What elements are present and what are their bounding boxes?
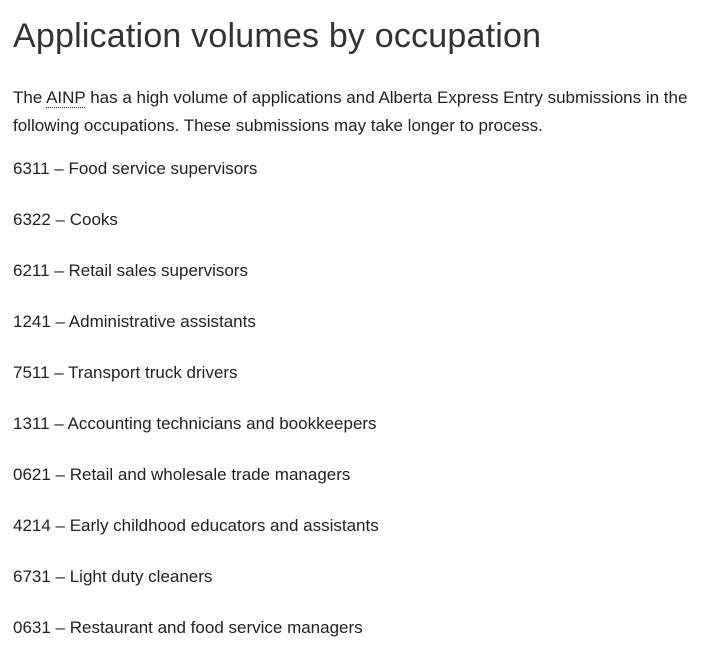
occupation-item: 6731 – Light duty cleaners [13,567,213,586]
occupation-item: 0621 – Retail and wholesale trade managers [13,465,351,484]
occupation-item: 1241 – Administrative assistants [13,312,256,331]
intro-paragraph [13,84,693,140]
occupation-list [13,157,703,640]
intro-text-start: The [13,88,47,107]
occupation-item: 6322 – Cooks [13,210,118,229]
page-title: Application volumes by occupation [13,17,542,55]
occupation-item: 6211 – Retail sales supervisors [13,261,248,280]
occupation-item: 6311 – Food service supervisors [13,159,258,178]
occupation-item: 7511 – Transport truck drivers [13,363,238,382]
occupation-item: 1311 – Accounting technicians and bookkeepers [13,414,377,433]
occupation-item: 4214 – Early childhood educators and assistants [13,516,379,535]
ainp-abbreviation[interactable]: AINP [46,88,86,107]
intro-text-end: has a high volume of applications and Alberta Express Entry submissions in the following occupations. These submissions may take longer to process. [13,88,688,135]
occupation-item: 0631 – Restaurant and food service managers [13,618,363,637]
